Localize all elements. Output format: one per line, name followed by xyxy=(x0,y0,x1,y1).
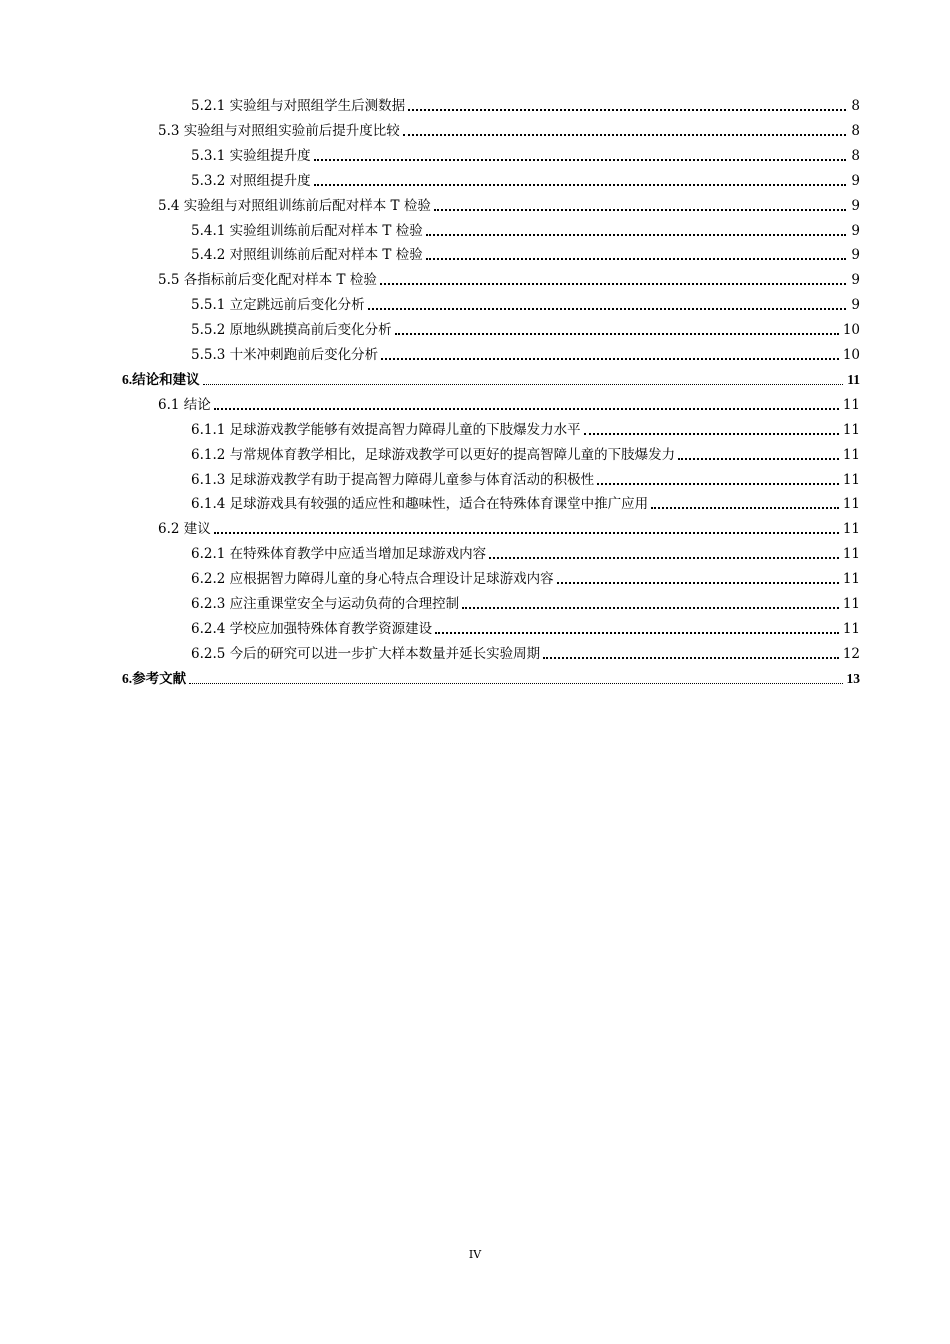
toc-entry-title: 6.1.1 足球游戏教学能够有效提高智力障碍儿童的下肢爆发力水平 xyxy=(191,422,584,438)
toc-dot-leader xyxy=(368,297,846,313)
toc-dot-leader xyxy=(651,496,839,512)
toc-entry-page-number: 8 xyxy=(851,98,860,114)
toc-entry-title: 5.4.2 对照组训练前后配对样本 T 检验 xyxy=(191,247,426,263)
toc-entry-title: 5.3.1 实验组提升度 xyxy=(191,148,314,164)
toc-dot-leader xyxy=(462,596,839,612)
toc-entry[interactable] xyxy=(191,215,860,239)
toc-entry[interactable] xyxy=(158,264,860,288)
toc-entry-page-number: 13 xyxy=(846,670,860,686)
toc-entry[interactable] xyxy=(191,165,860,189)
toc-dot-leader xyxy=(543,646,839,662)
toc-entry-page-number: 11 xyxy=(842,396,860,413)
toc-entry[interactable] xyxy=(158,115,860,139)
toc-entry-page-number: 9 xyxy=(851,172,860,189)
toc-entry[interactable] xyxy=(158,190,860,214)
toc-dot-leader xyxy=(189,671,842,687)
toc-entry-page-number: 11 xyxy=(842,546,860,563)
toc-entry-title: 5.5.3 十米冲刺跑前后变化分析 xyxy=(191,347,381,363)
toc-entry-title: 5.4.1 实验组训练前后配对样本 T 检验 xyxy=(191,223,426,239)
toc-entry-page-number: 11 xyxy=(842,471,860,488)
toc-dot-leader xyxy=(408,98,846,114)
toc-entry[interactable] xyxy=(191,239,860,263)
toc-entry-page-number: 11 xyxy=(842,446,860,463)
toc-entry[interactable] xyxy=(158,389,860,413)
toc-entry-title: 6.参考文献 xyxy=(122,671,189,687)
toc-entry[interactable] xyxy=(191,563,860,587)
toc-entry[interactable] xyxy=(191,414,860,438)
toc-entry-page-number: 9 xyxy=(851,272,860,289)
toc-entry-title: 5.5 各指标前后变化配对样本 T 检验 xyxy=(158,272,380,288)
toc-entry[interactable] xyxy=(191,464,860,488)
toc-entry-page-number: 9 xyxy=(851,197,860,214)
toc-entry-title: 6.结论和建议 xyxy=(122,372,203,388)
toc-entry-page-number: 9 xyxy=(851,247,860,264)
page-footer-number: IV xyxy=(468,1248,482,1261)
toc-entry-title: 6.2.4 学校应加强特殊体育教学资源建设 xyxy=(191,621,435,637)
toc-dot-leader xyxy=(380,272,846,288)
toc-entry-page-number: 10 xyxy=(842,347,860,363)
toc-entry-page-number: 11 xyxy=(842,571,860,588)
toc-entry-title: 5.4 实验组与对照组训练前后配对样本 T 检验 xyxy=(158,198,434,214)
toc-entry-page-number: 12 xyxy=(842,645,860,662)
toc-entry[interactable] xyxy=(122,663,860,687)
toc-dot-leader xyxy=(435,621,839,637)
toc-dot-leader xyxy=(381,347,839,363)
toc-entry-title: 5.5.1 立定跳远前后变化分析 xyxy=(191,297,368,313)
toc-dot-leader xyxy=(203,372,844,388)
toc-entry-page-number: 11 xyxy=(847,371,860,387)
toc-entry[interactable] xyxy=(191,339,860,363)
toc-entry[interactable] xyxy=(191,588,860,612)
toc-entry[interactable] xyxy=(191,613,860,637)
toc-dot-leader xyxy=(314,173,846,189)
toc-entry[interactable] xyxy=(191,140,860,164)
toc-entry-title: 6.2.1 在特殊体育教学中应适当增加足球游戏内容 xyxy=(191,546,489,562)
toc-dot-leader xyxy=(214,521,839,537)
toc-entry[interactable] xyxy=(191,488,860,512)
toc-entry-page-number: 10 xyxy=(842,322,860,339)
toc-entry-page-number: 8 xyxy=(851,147,860,164)
toc-dot-leader xyxy=(403,123,846,139)
toc-entry-title: 5.3.2 对照组提升度 xyxy=(191,173,314,189)
toc-dot-leader xyxy=(597,472,839,488)
toc-dot-leader xyxy=(434,198,846,214)
toc-entry-page-number: 11 xyxy=(842,421,860,438)
toc-dot-leader xyxy=(489,546,839,562)
toc-dot-leader xyxy=(426,223,846,239)
toc-entry-page-number: 11 xyxy=(842,620,860,637)
toc-entry-title: 6.2.3 应注重课堂安全与运动负荷的合理控制 xyxy=(191,596,462,612)
toc-entry[interactable] xyxy=(191,538,860,562)
toc-dot-leader xyxy=(314,148,846,164)
toc-entry-page-number: 11 xyxy=(842,496,860,513)
toc-dot-leader xyxy=(426,247,846,263)
toc-dot-leader xyxy=(557,571,839,587)
toc-entry[interactable] xyxy=(191,314,860,338)
toc-entry-page-number: 9 xyxy=(851,297,860,314)
toc-entry[interactable] xyxy=(191,90,860,114)
toc-entry[interactable] xyxy=(158,513,860,537)
toc-entry-title: 5.5.2 原地纵跳摸高前后变化分析 xyxy=(191,322,395,338)
toc-entry-title: 6.1.3 足球游戏教学有助于提高智力障碍儿童参与体育活动的积极性 xyxy=(191,472,597,488)
toc-entry-title: 6.1.2 与常规体育教学相比，足球游戏教学可以更好的提高智障儿童的下肢爆发力 xyxy=(191,447,678,463)
toc-entry-page-number: 9 xyxy=(851,222,860,239)
toc-entry-title: 6.2.5 今后的研究可以进一步扩大样本数量并延长实验周期 xyxy=(191,646,543,662)
toc-dot-leader xyxy=(678,447,839,463)
toc-entry[interactable] xyxy=(191,439,860,463)
toc-entry-title: 6.1 结论 xyxy=(158,397,214,413)
toc-entry-page-number: 8 xyxy=(851,122,860,139)
toc-entry[interactable] xyxy=(191,638,860,662)
toc-entry-page-number: 11 xyxy=(842,521,860,538)
toc-entry-title: 6.2 建议 xyxy=(158,521,214,537)
toc-entry-page-number: 11 xyxy=(842,596,860,612)
toc-entry-title: 6.2.2 应根据智力障碍儿童的身心特点合理设计足球游戏内容 xyxy=(191,571,557,587)
toc-dot-leader xyxy=(584,422,839,438)
toc-entry[interactable] xyxy=(191,289,860,313)
toc-dot-leader xyxy=(214,397,839,413)
toc-dot-leader xyxy=(395,322,839,338)
toc-entry-title: 5.2.1 实验组与对照组学生后测数据 xyxy=(191,98,408,114)
toc-entry-title: 6.1.4 足球游戏具有较强的适应性和趣味性，适合在特殊体育课堂中推广应用 xyxy=(191,496,651,512)
toc-entry-title: 5.3 实验组与对照组实验前后提升度比较 xyxy=(158,123,403,139)
toc-entry[interactable] xyxy=(122,364,860,388)
